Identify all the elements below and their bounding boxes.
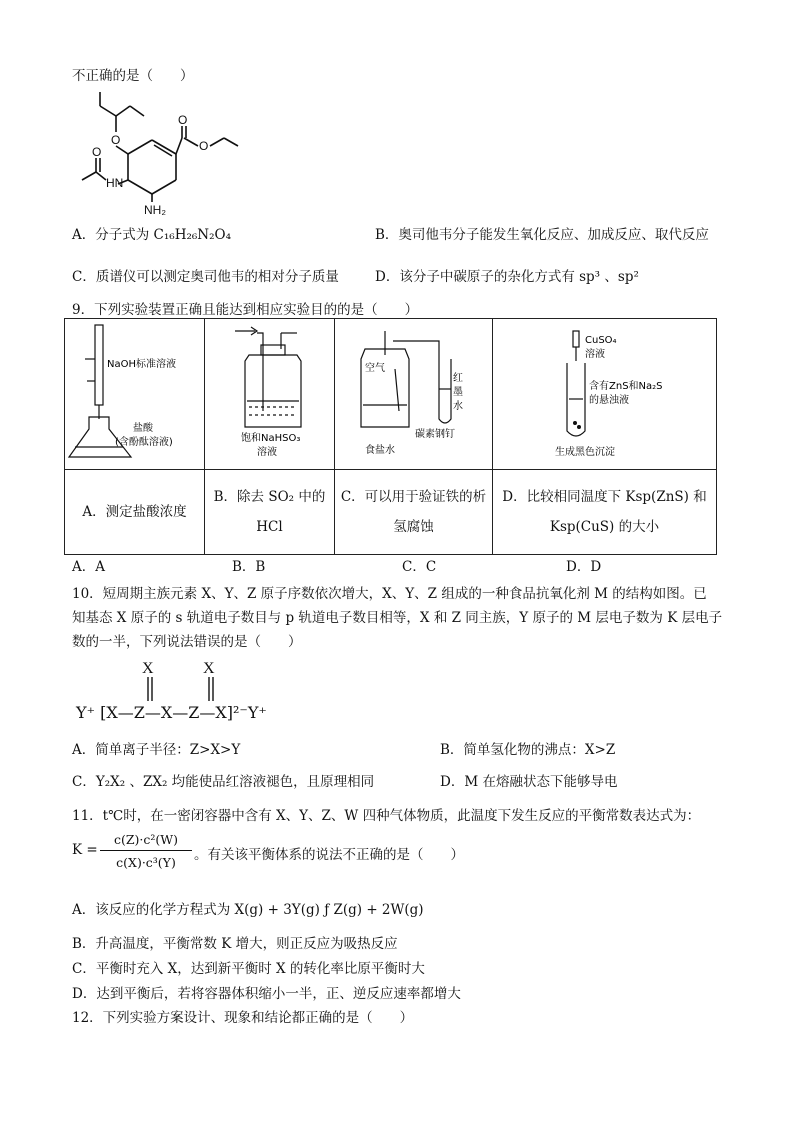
caption-b-line1: B．除去 SO₂ 中的 [213,489,326,505]
svg-text:X: X [142,660,154,677]
caption-b [205,470,335,555]
label-solution-d: 溶液 [585,349,605,360]
titration-apparatus [65,319,205,465]
header-line: 不正确的是（ ） [72,68,194,84]
q11-k-tail: 。有关该平衡体系的说法不正确的是（ ） [194,847,464,863]
label-zns-na2s: 含有ZnS和Na₂S [589,381,663,392]
q10-option-c: C．Y₂X₂ 、ZX₂ 均能使品红溶液褪色，且原理相同 [72,774,375,790]
q10-formula: Y⁺ [X—Z—X—Z—X]²⁻Y⁺ [76,703,267,722]
oxygen-label-amide: O [92,145,102,159]
q9-option-c: C．C [402,559,437,575]
oseltamivir-structure [72,88,262,216]
oxygen-label-ether: O [111,133,121,147]
label-solution: 溶液 [257,447,277,458]
q10-stem-3: 数的一半，下列说法错误的是（ ） [72,634,302,650]
black-precipitate-dot [577,425,581,429]
nh2-label: NH₂ [144,203,166,216]
q10-option-b: B．简单氢化物的沸点：X>Z [440,742,616,758]
label-ink: 墨 [453,387,463,398]
q11-option-a: A．该反应的化学方程式为 X(g) + 3Y(g) ƒ Z(g) + 2W(g) [72,902,424,918]
q10-option-d: D．M 在熔融状态下能够导电 [440,774,618,790]
caption-c [335,470,493,555]
label-suspension: 的悬浊液 [589,395,629,406]
q11-stem: 11．t℃时，在一密闭容器中含有 X、Y、Z、W 四种气体物质，此温度下发生反应的平衡常数表达式为： [72,808,701,824]
caption-a: A．测定盐酸浓度 [65,470,205,555]
label-red: 红 [453,373,463,384]
q11-option-c: C．平衡时充入 X，达到新平衡时 X 的转化率比原平衡时大 [72,961,425,977]
caption-d-line1: D．比较相同温度下 Ksp(ZnS) 和 [502,489,707,505]
label-water: 水 [453,401,463,412]
q9-option-a: A．A [72,559,105,575]
black-precipitate-dot [573,421,577,425]
q8-option-c: C．质谱仪可以测定奥司他韦的相对分子质量 [72,269,339,285]
label-steel-nail: 碳素钢钉 [415,429,455,440]
label-nahso3: 饱和NaHSO₃ [241,433,301,444]
label-cuso4: CuSO₄ [585,335,617,346]
q10-option-a: A．简单离子半径：Z>X>Y [72,742,241,758]
q8-option-b: B．奥司他韦分子能发生氧化反应、加成反应、取代反应 [375,227,709,243]
apparatus-b-cell [205,319,335,470]
caption-d-line2: Ksp(CuS) 的大小 [549,519,660,535]
q10-stem-1: 10．短周期主族元素 X、Y、Z 原子序数依次增大，X、Y、Z 组成的一种食品抗氧化剂 M 的结构如图。已 [72,586,707,602]
q9-apparatus-table [64,318,717,555]
q11-option-b: B．升高温度，平衡常数 K 增大，则正反应为吸热反应 [72,936,398,952]
label-black-precipitate: 生成黑色沉淀 [555,447,615,458]
q11-option-d: D．达到平衡后，若将容器体积缩小一半，正、逆反应速率都增大 [72,986,461,1002]
q12-stem: 12．下列实验方案设计、现象和结论都正确的是（ ） [72,1010,414,1026]
oxygen-label-carbonyl: O [178,113,188,127]
corrosion-apparatus [335,319,493,465]
caption-b-line2: HCl [256,519,283,535]
q11-k-denominator: c(X)·c³(Y) [116,855,176,870]
q10-stem-2: 知基态 X 原子的 s 轨道电子数目与 p 轨道电子数目相等，X 和 Z 同主族，Y 原子的 M 层电子数为 K 层电子 [72,610,723,626]
q10-structure [72,655,312,725]
apparatus-a-cell [65,319,205,470]
label-naoh: NaOH标准溶液 [107,359,176,370]
q9-stem: 9．下列实验装置正确且能达到相应实验目的的是（ ） [72,302,419,318]
q9-option-d: D．D [566,559,602,575]
label-hcl: 盐酸 [133,423,153,434]
caption-c-line2: 氢腐蚀 [393,519,434,535]
caption-c-line1: C．可以用于验证铁的析 [340,489,487,505]
label-brine: 食盐水 [365,445,395,456]
q11-fraction-bar [100,850,192,851]
label-phenolphthalein: (含酚酞溶液) [115,437,173,448]
q8-option-a: A．分子式为 C₁₆H₂₆N₂O₄ [72,227,231,243]
label-air: 空气 [365,363,385,374]
apparatus-c-cell [335,319,493,470]
q11-k-numerator: c(Z)·c²(W) [113,832,179,847]
oxygen-label-ester: O [199,139,209,153]
precipitation-apparatus [493,319,717,465]
nh-label: HN [106,176,124,190]
svg-text:X: X [203,660,215,677]
caption-d [493,470,717,555]
q8-option-d: D．该分子中碳原子的杂化方式有 sp³ 、sp² [375,269,639,285]
q11-k-lhs: K = [72,842,98,858]
gas-washing-bottle [205,319,335,465]
q9-option-b: B．B [232,559,266,575]
apparatus-d-cell [493,319,717,470]
